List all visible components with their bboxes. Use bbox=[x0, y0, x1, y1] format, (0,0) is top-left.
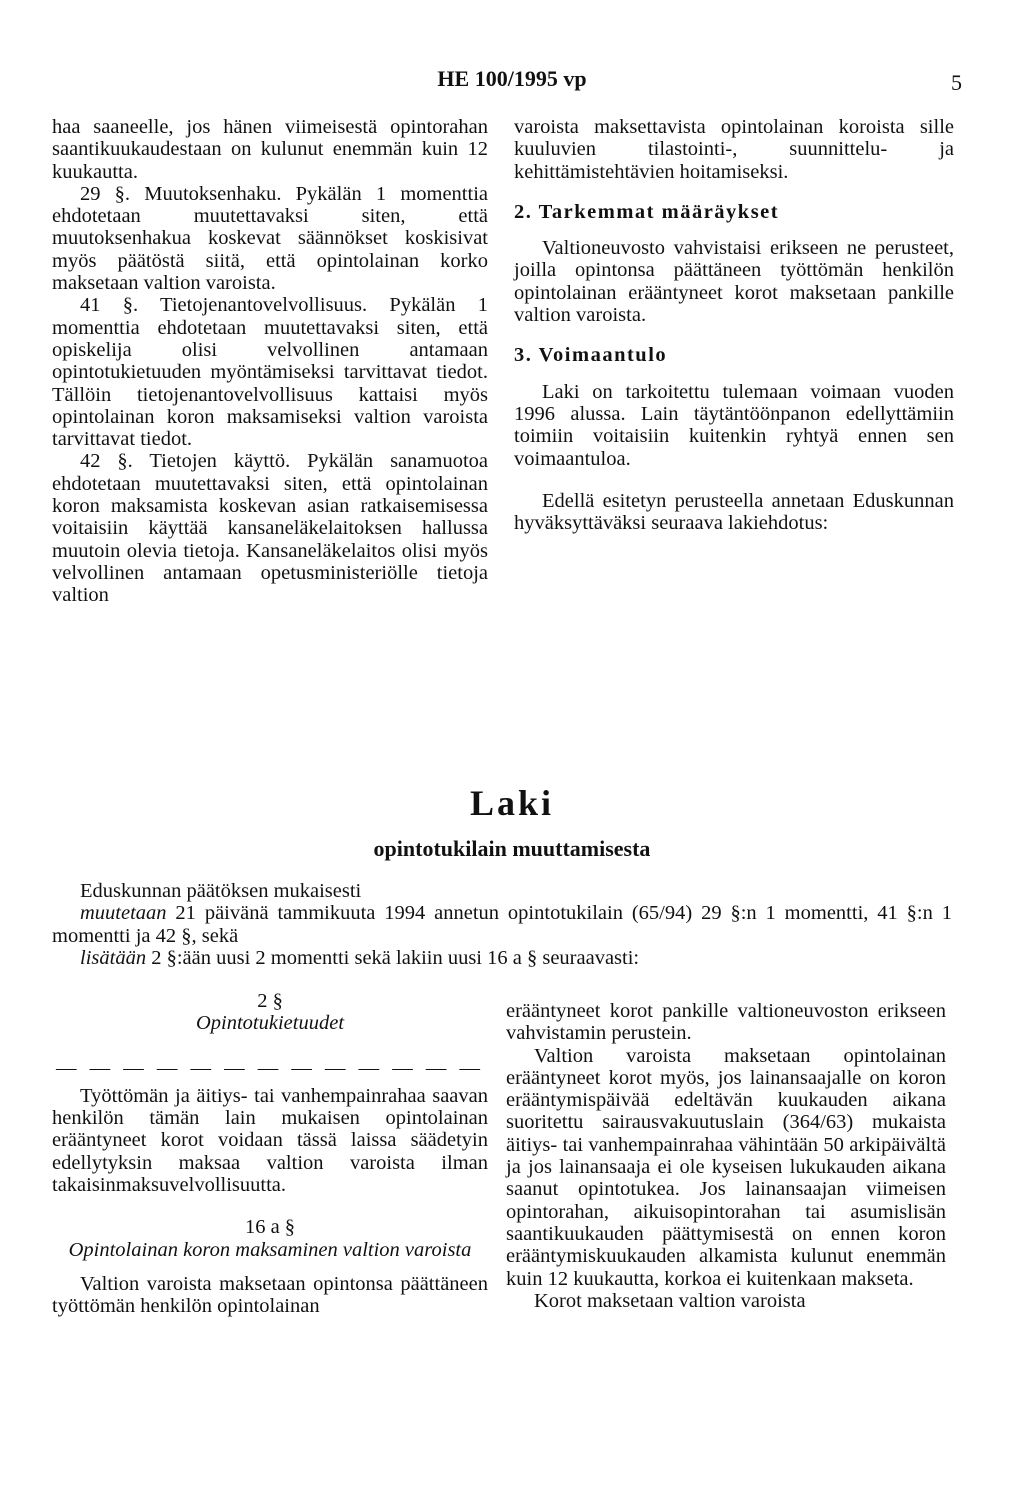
law-subtitle: opintotukilain muuttamisesta bbox=[373, 836, 651, 861]
intro-line bbox=[52, 947, 952, 969]
law-right-column bbox=[506, 1000, 946, 1312]
paragraph: Valtion varoista maksetaan opintonsa päättäneen työttömän henkilön opintolainan bbox=[52, 1272, 488, 1318]
section-heading: Opintolainan koron maksaminen valtion varoista bbox=[68, 1238, 472, 1261]
intro-line bbox=[52, 902, 952, 947]
page-number: 5 bbox=[951, 70, 962, 95]
section-number: 16 a § bbox=[244, 1216, 296, 1239]
paragraph: Korot maksetaan valtion varoista bbox=[534, 1289, 806, 1312]
paragraph: 42 §. Tietojen käyttö. Pykälän sanamuotoa ehdotetaan muutettavaksi siten, että opintolainan koron maksamista koskevan asian ratkaisemisessa voitaisiin käyttää kansaneläkelaitoksen hallussa muutoin olevia tietoja. Kansaneläkelaitos olisi myös velvollinen antamaan opetusministeriölle tietoja valtion bbox=[52, 450, 488, 607]
paragraph: Työttömän ja äitiys- tai vanhempainrahaa saavan henkilön tämän lain mukaisen opintolainan erääntyneet korot voidaan tässä laissa säädetyin edellytyksin maksaa valtion varoista ilman takaisinmaksuvelvollisuutta. bbox=[52, 1084, 488, 1197]
paragraph: Laki on tarkoitettu tulemaan voimaan vuoden 1996 alussa. Lain täytäntöönpanon edellyttämiin toimiin voitaisiin kuitenkin ryhtyä ennen sen voimaantuloa. bbox=[514, 380, 954, 470]
paragraph: haa saaneelle, jos hänen viimeisestä opintorahan saantikuukaudestaan on kulunut enemmän kuin 12 kuukautta. bbox=[52, 116, 488, 183]
section-heading: Opintotukietuudet bbox=[195, 1012, 345, 1035]
document-code: HE 100/1995 vp bbox=[437, 66, 587, 91]
section-heading: 3. Voimaantulo bbox=[514, 344, 668, 367]
paragraph: Valtioneuvosto vahvistaisi erikseen ne perusteet, joilla opintonsa päättäneen työttömän henkilön opintolainan erääntyneet korot maksetaan pankille valtion varoista. bbox=[514, 237, 954, 327]
page-header bbox=[0, 62, 1024, 96]
intro-keyword: muutetaan bbox=[80, 902, 167, 925]
paragraph: 29 §. Muutoksenhaku. Pykälän 1 momenttia ehdotetaan muutettavaksi siten, että muutoksenhakua koskevat säännökset koskisivat myös päätöstä siitä, että opintolainan korko maksetaan valtion varoista. bbox=[52, 182, 488, 295]
paragraph: erääntyneet korot pankille valtioneuvoston erikseen vahvistamin perustein. bbox=[506, 1000, 946, 1045]
law-title: Laki bbox=[469, 783, 555, 823]
omission-dashes: — — — — — — — — — — — — — bbox=[56, 1056, 484, 1079]
section-heading: 2. Tarkemmat määräykset bbox=[514, 200, 780, 223]
intro-text: 21 päivänä tammikuuta 1994 annetun opintotukilain (65/94) 29 §:n 1 momentti, 41 §:n 1 momentti ja 42 §, sekä bbox=[52, 902, 952, 947]
left-column bbox=[52, 116, 488, 607]
law-left-column bbox=[52, 990, 488, 1318]
right-column bbox=[514, 116, 954, 534]
paragraph: Valtion varoista maksetaan opintolainan erääntyneet korot myös, jos lainansaajalle on koron erääntymispäivää edeltävän kuukauden aikana suoritettu sairausvakuutuslain (364/63) mukaista äitiys- tai vanhempainrahaa vähintään 50 arkipäivältä ja jos lainansaaja ei ole kyseisen lukukauden aikana saanut opintotukea. Jos lainansaajan viimeisen opintorahan, aikuisopintorahan tai asumislisän saantikuukauden päättymisestä on ennen koron erääntymiskuukauden alkamista kulunut enemmän kuin 12 kuukautta, korkoa ei kuitenkaan makseta. bbox=[506, 1044, 946, 1290]
paragraph: Edellä esitetyn perusteella annetaan Eduskunnan hyväksyttäväksi seuraava lakiehdotus: bbox=[514, 489, 954, 535]
intro-line: Eduskunnan päätöksen mukaisesti bbox=[80, 880, 362, 902]
paragraph: varoista maksettavista opintolainan koroista sille kuuluvien tilastointi-, suunnittelu- ja kehittämistehtävien hoitamiseksi. bbox=[514, 116, 954, 183]
section-number: 2 § bbox=[257, 990, 283, 1012]
law-intro bbox=[52, 880, 952, 969]
intro-keyword: lisätään bbox=[80, 946, 147, 969]
paragraph: 41 §. Tietojenantovelvollisuus. Pykälän 1 momenttia ehdotetaan muutettavaksi siten, että opiskelija olisi velvollinen antamaan opintotukietuuden myöntämiseksi tarvittavat tiedot. Tällöin tietojenantovelvollisuus kattaisi myös opintolainan koron maksamiseksi valtion varoista tarvittavat tiedot. bbox=[52, 294, 488, 451]
intro-text: 2 §:ään uusi 2 momentti sekä lakiin uusi 16 a § seuraavasti: bbox=[146, 946, 640, 969]
